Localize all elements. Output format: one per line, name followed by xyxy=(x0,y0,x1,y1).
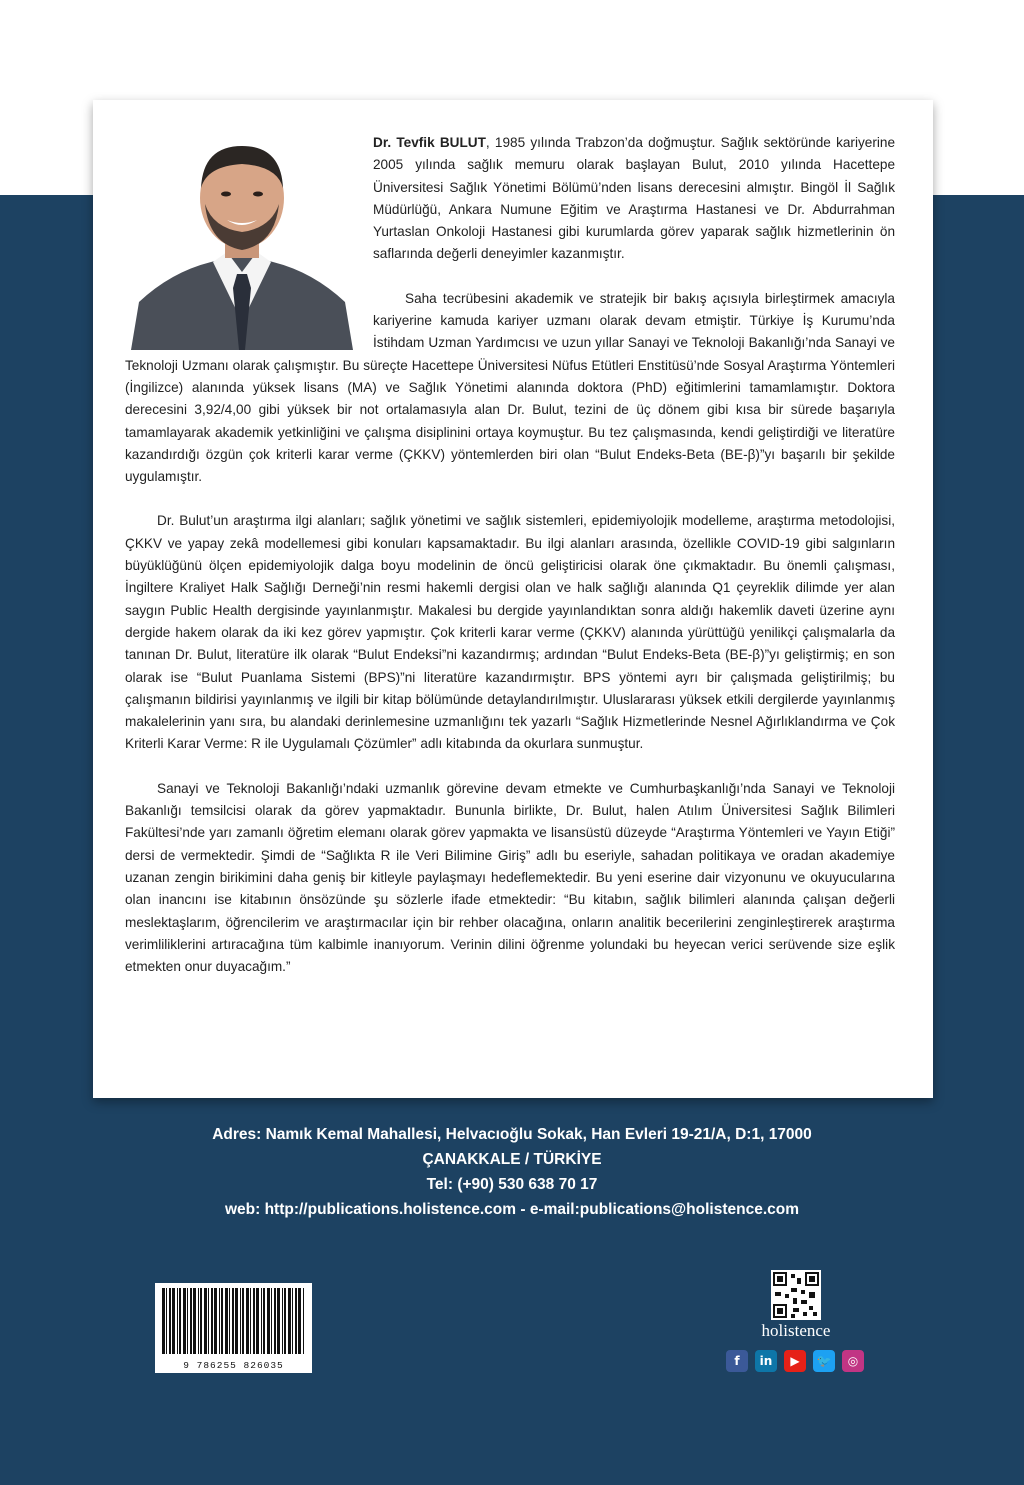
barcode-bar xyxy=(274,1288,276,1354)
biography-panel xyxy=(93,100,933,1098)
barcode-bar xyxy=(204,1288,207,1354)
barcode-bars xyxy=(156,1284,311,1358)
barcode-bar xyxy=(288,1288,291,1354)
barcode-bar xyxy=(263,1288,265,1354)
linkedin-icon[interactable]: in xyxy=(755,1350,777,1372)
barcode-bar xyxy=(298,1288,301,1354)
barcode-bar xyxy=(256,1288,259,1354)
address-line: Adres: Namık Kemal Mahallesi, Helvacıoğlu Sokak, Han Evleri 19-21/A, D:1, 17000 xyxy=(212,1126,812,1143)
publisher-brand: holistence xyxy=(761,1321,831,1340)
twitter-icon[interactable]: 🐦 xyxy=(813,1350,835,1372)
barcode-bar xyxy=(198,1288,199,1354)
barcode-bar xyxy=(303,1288,304,1354)
barcode-bar xyxy=(221,1288,223,1354)
barcode-bar xyxy=(235,1288,238,1354)
barcode-bar xyxy=(292,1288,293,1354)
barcode-bar xyxy=(225,1288,228,1354)
barcode-bar xyxy=(232,1288,234,1354)
bio-paragraph-3: Dr. Bulut’un araştırma ilgi alanları; sağlık yönetimi ve sağlık sistemleri, epidemiyolojik modelleme, araştırma metodolojisi, ÇKKV ve yapay zekâ modellemesi gibi konuları kapsamaktadır. Bu ilgi alanları arasında, özellikle COVID-19 gibi salgınların büyüklüğünü ölçen epidemiyolojik dalga boyu modelinin de öncü geliştiricisi olarak öne çıkmaktadır. Bu önemli çalışması, İngiltere Kraliyet Halk Sağlığı Derneği’nin resmi hakemli dergisi olan ve halk sağlığı alanında Q1 çeyreklik dilimde yer alan saygın Public Health dergisinde yayınlanmıştır. Makalesi bu dergide yayınlandıktan sonra aldığı hakemlik daveti üzerine aynı dergide hakem olarak da iki kez görev yapmıştır. Çok kriterli karar verme (ÇKKV) alanında yürüttüğü yenilikçi çalışmalarla da tanınan Dr. Bulut, literatüre ilk olarak “Bulut Endeksi”ni kazandırmış; ardından “Bulut Endeks-Beta (BE-β)”yı geliştirmiş; en son olarak ise “Bulut Puanlama Sistemi (BPS)”ni literatüre kazandırmıştır. BPS yöntemi ayrı bir çalışmada geliştirilmiş; bu çalışmanın bildirisi yayınlanmış ve ilgili bir kitap bölümünde detaylandırılmıştır. Uluslararası yüksek etkili dergilerde yayınlanmış makalelerinin yanı sıra, bu alandaki derinlemesine uzmanlığını tek yazarlı “Sağlık Hizmetlerinde Nesnel Ağırlıklandırma ve Çok Kriterli Karar Verme: R ile Uygulamalı Çözümler” adlı kitabında da okurlara sunmuştur. xyxy=(125,513,895,752)
city-line: ÇANAKKALE / TÜRKİYE xyxy=(422,1151,602,1168)
barcode-bar xyxy=(246,1288,249,1354)
barcode-bar xyxy=(200,1288,202,1354)
barcode-bar xyxy=(211,1288,213,1354)
barcode-bar xyxy=(193,1288,196,1354)
barcode-bar xyxy=(187,1288,188,1354)
barcode-bar xyxy=(284,1288,286,1354)
barcode-bar xyxy=(250,1288,251,1354)
barcode-bar xyxy=(240,1288,241,1354)
barcode-bar xyxy=(172,1288,175,1354)
bio-paragraph-4: Sanayi ve Teknoloji Bakanlığı’ndaki uzmanlık görevine devam etmekte ve Cumhurbaşkanlığı’nda Sanayi ve Teknoloji Bakanlığı temsilcisi olarak da görev yapmaktadır. Bununla birlikte, Dr. Bulut, halen Atılım Üniversitesi Sağlık Bilimleri Fakültesi’nde yarı zamanlı öğretim elemanı olarak görev yapmakta ve lisansüstü düzeyde “Araştırma Yöntemleri ve Yayın Etiği” dersi de vermektedir. Şimdi de “Sağlıkta R ile Veri Bilimine Giriş” adlı bu eseriyle, sahadan politikaya ve oradan akademiye uzanan zengin birikimini daha geniş bir kitleyle paylaşmayı hedeflemektedir. Bu yeni eserine dair vizyonunu ve okuyucularına olan inancını ise kitabının önsözünde şu sözlerle ifade etmektedir: “Bu kitabın, sağlık bilimleri alanında çalışan değerli meslektaşlarım, öğrencilerim ve araştırmacılar için bir rehber olacağına, onların analitik becerilerini zenginleştirerek araştırma verimliliklerini artıracağına tüm kalbimle inanıyorum. Verinin dilini öğrenme yolundaki bu heyecan verici serüvende size eşlik etmekten onur duyacağım.” xyxy=(125,780,895,975)
qr-code-pattern xyxy=(771,1270,821,1320)
barcode-bar xyxy=(229,1288,230,1354)
barcode-bar xyxy=(183,1288,186,1354)
barcode-bar xyxy=(271,1288,272,1354)
facebook-icon[interactable]: f xyxy=(726,1350,748,1372)
isbn-number: 9 786255 826035 xyxy=(183,1360,284,1371)
barcode-bar xyxy=(267,1288,270,1354)
barcode-bar xyxy=(166,1288,167,1354)
youtube-icon[interactable]: ▶ xyxy=(784,1350,806,1372)
qr-code xyxy=(771,1270,821,1320)
portrait-spacer xyxy=(125,132,373,354)
bio-paragraph-2: Saha tecrübesini akademik ve stratejik bir bakış açısıyla birleştirmek amacıyla kariyerine kamuda kariyer uzmanı olarak devam etmiştir. Türkiye İş Kurumu’nda İstihdam Uzman Yardımcısı ve uzun yıllar Sanayi ve Teknoloji Bakanlığı’nda Sanayi ve Teknoloji Uzmanı olarak çalışmıştır. Bu süreçte Hacettepe Üniversitesi Nüfus Etütleri Enstitüsü’nde Sosyal Araştırma Yöntemleri (İngilizce) alanında yüksek lisans (MA) ve Sağlık Yönetimi alanında doktora (PhD) eğitimlerini tamamlamıştır. Doktora derecesini 3,92/4,00 gibi yüksek bir not ortalamasıyla alan Dr. Bulut, tezini de üç dönem gibi kısa bir sürede başarıyla tamamlayarak akademik yetkinliğini ve çalışma disiplinini ortaya koymuştur. Bu tez çalışmasında, kendi geliştirdiği ve literatüre kazandırdığı özgün çok kriterli karar verme (ÇKKV) yöntemlerden biri olan “Bulut Endeks-Beta (BE-β)”yı başarılı bir şekilde uygulamıştır. xyxy=(125,290,895,485)
biography-text xyxy=(125,132,895,1000)
barcode-bar xyxy=(179,1288,181,1354)
author-name: Dr. Tevfik BULUT xyxy=(373,135,486,150)
bio-intro-text: , 1985 yılında Trabzon’da doğmuştur. Sağlık sektöründe kariyerine 2005 yılında sağlık memuru olarak başlayan Bulut, 2010 yılında Hacettepe Üniversitesi Sağlık Yönetimi Bölümü’nden lisans derecesini almıştır. Bingöl İl Sağlık Müdürlüğü, Ankara Numune Eğitim ve Araştırma Hastanesi ve Dr. Abdurrahman Yurtaslan Onkoloji Hastanesi gibi kurumlarda görev yaparak sağlık hizmetlerinin ön saflarında değerli deneyimler kazanmıştır. xyxy=(373,135,896,262)
barcode-bar xyxy=(208,1288,209,1354)
barcode-bar xyxy=(295,1288,297,1354)
isbn-barcode xyxy=(155,1283,312,1373)
phone-line: Tel: (+90) 530 638 70 17 xyxy=(426,1176,598,1193)
barcode-bar xyxy=(190,1288,192,1354)
web-email-line: web: http://publications.holistence.com - e-mail:publications@holistence.com xyxy=(224,1201,800,1218)
publisher-contact xyxy=(150,1122,874,1222)
barcode-bar xyxy=(214,1288,217,1354)
instagram-icon[interactable]: ◎ xyxy=(842,1350,864,1372)
barcode-bar xyxy=(162,1288,165,1354)
barcode-bar xyxy=(282,1288,283,1354)
barcode-bar xyxy=(261,1288,262,1354)
barcode-bar xyxy=(177,1288,178,1354)
barcode-bar xyxy=(219,1288,220,1354)
barcode-bar xyxy=(169,1288,171,1354)
social-icons xyxy=(726,1350,864,1372)
barcode-bar xyxy=(242,1288,244,1354)
barcode-bar xyxy=(253,1288,255,1354)
barcode-bar xyxy=(277,1288,280,1354)
